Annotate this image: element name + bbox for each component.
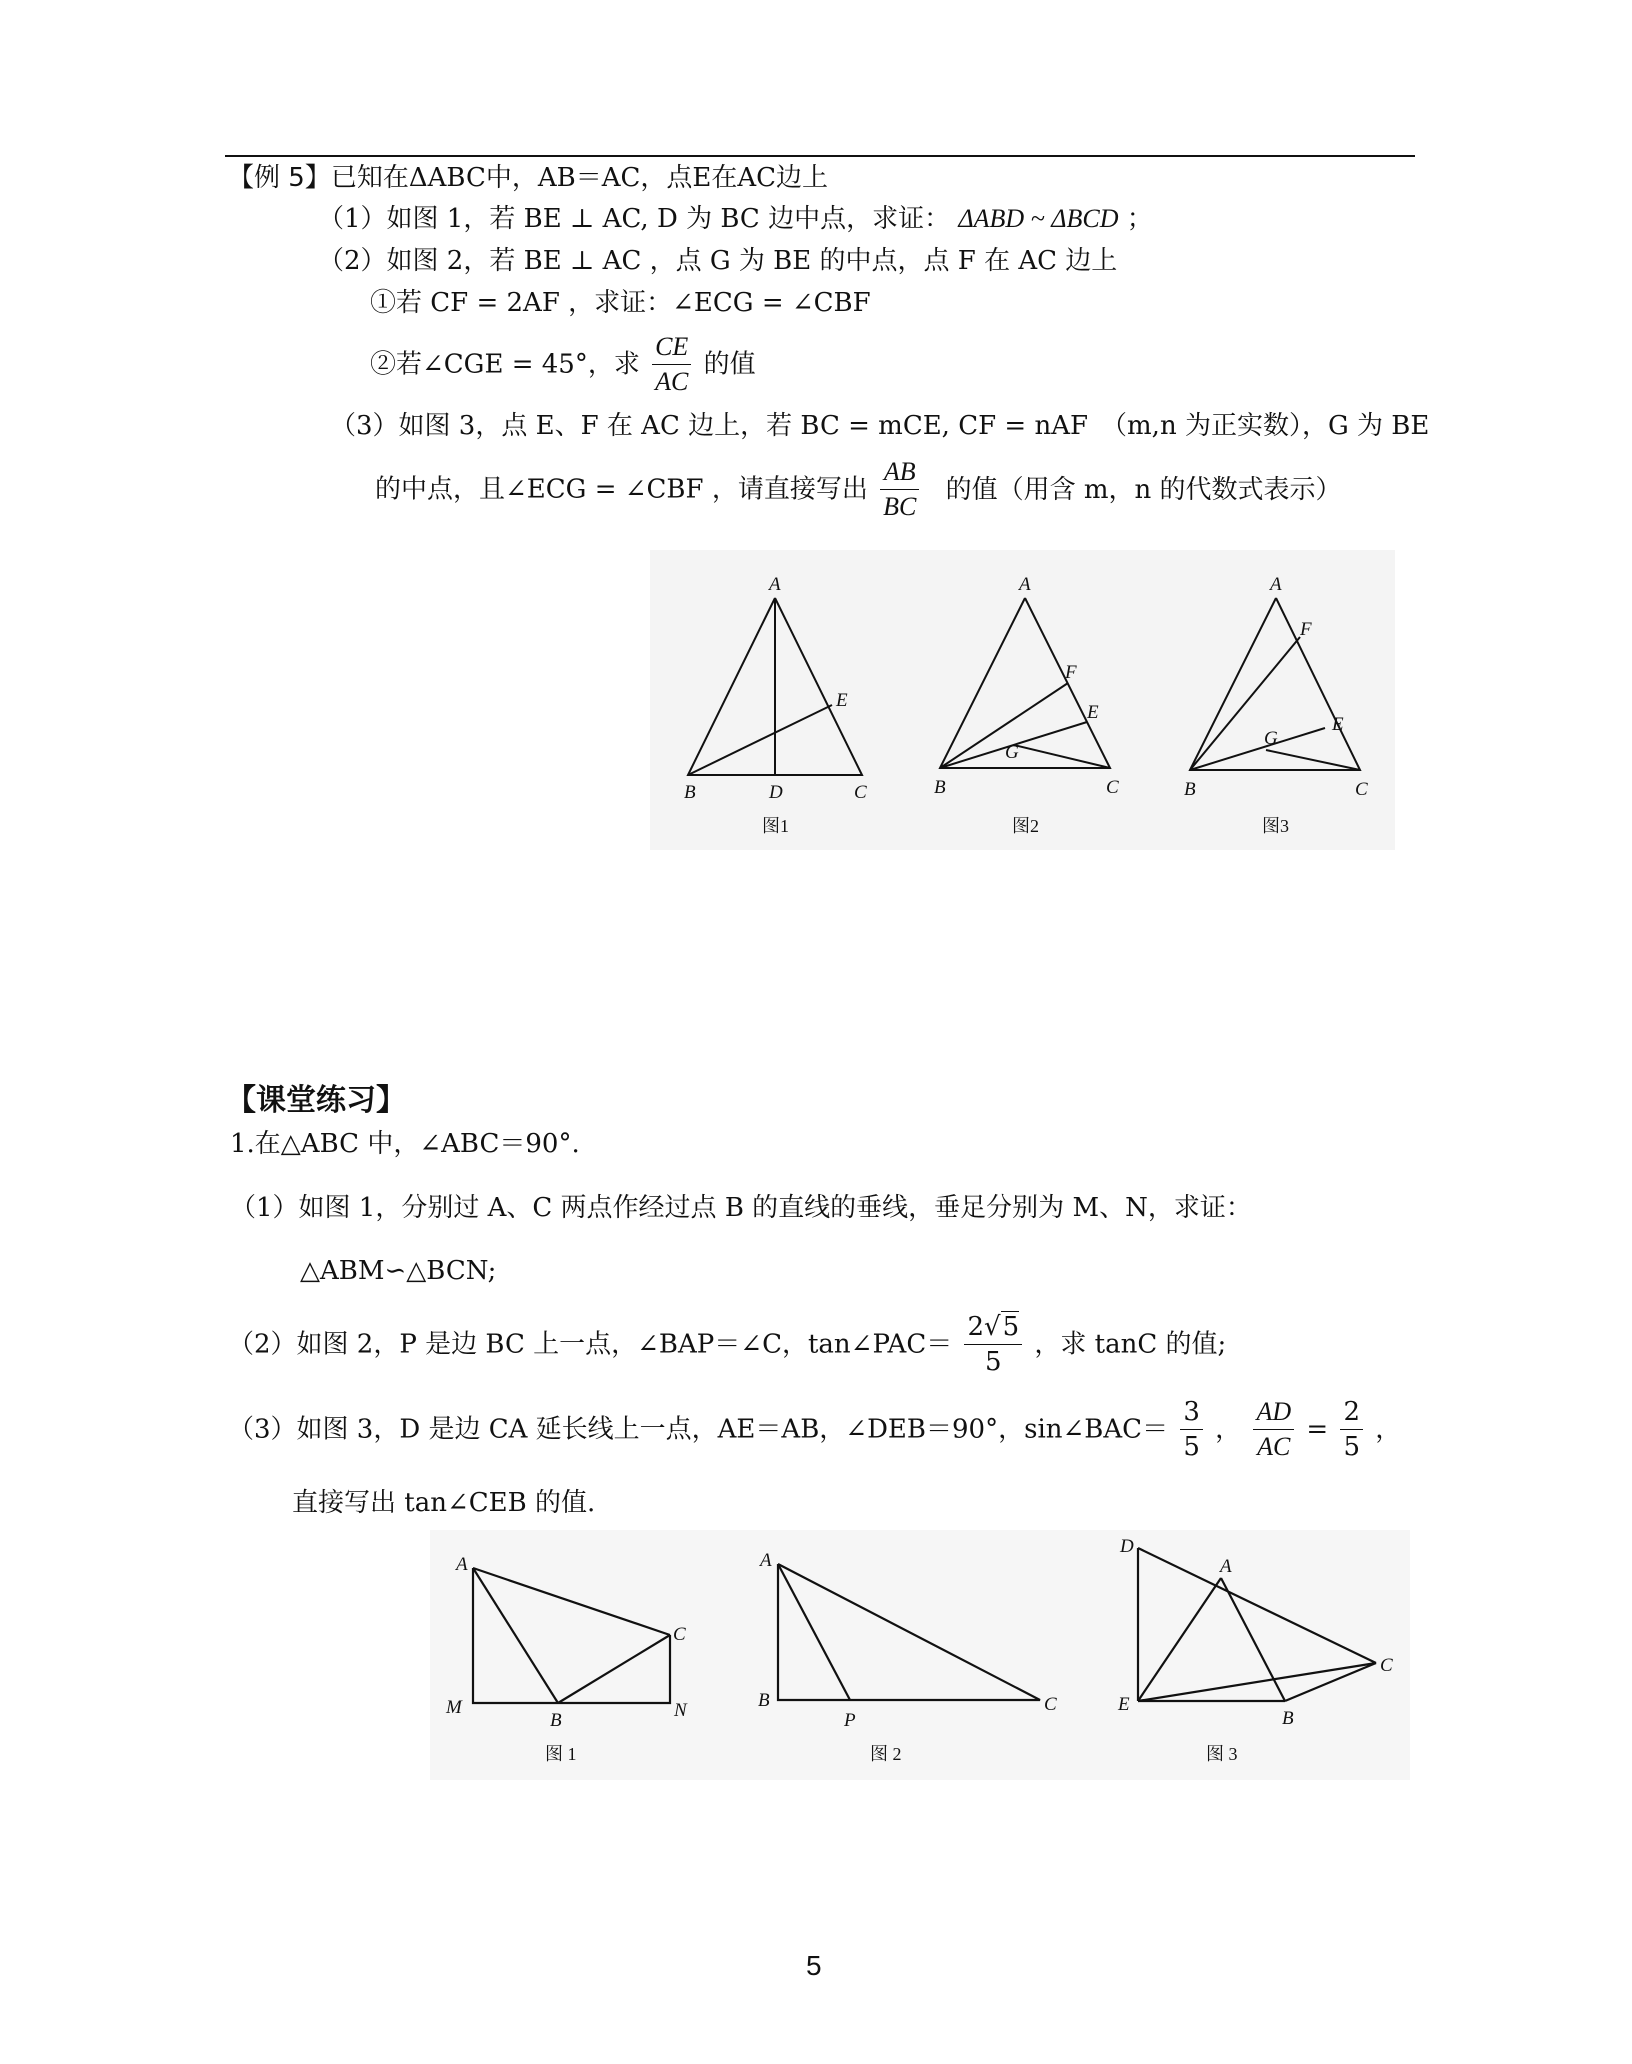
- q2-2-text: ②若∠CGE = 45°，求: [370, 349, 640, 380]
- q2-1-text: ①若 CF = 2AF ，求证：∠ECG = ∠CBF: [370, 288, 871, 318]
- fraction-ce-ac: [652, 330, 691, 399]
- p-fig1-label-n: N: [674, 1700, 687, 1721]
- p-fig2-caption: 图 2: [870, 1744, 902, 1764]
- example-q2: [318, 245, 1117, 277]
- p-fig1-label-c: C: [673, 1624, 686, 1645]
- p-fig2-label-b: B: [758, 1690, 770, 1711]
- fraction-numerator: CE: [652, 330, 691, 365]
- q2-text: （2）如图 2，若 BE ⊥ AC ，点 G 为 BE 的中点，点 F 在 AC 边上: [318, 246, 1118, 276]
- q3-text-2: 的中点，且∠ECG = ∠CBF ，请直接写出: [375, 474, 868, 505]
- fraction-numerator: 2: [1340, 1395, 1363, 1430]
- practice-q3-text: （3）如图 3，D 是边 CA 延长线上一点，AE＝AB，∠DEB＝90°，sin∠BAC＝: [228, 1414, 1169, 1445]
- fraction-ad-ac: [1253, 1395, 1294, 1464]
- fig2-label-a: A: [1019, 574, 1031, 595]
- fig1-caption: 图1: [762, 816, 789, 836]
- p-fig3-label-e: E: [1118, 1694, 1130, 1715]
- practice-q1: [230, 1192, 1252, 1224]
- fig2-label-e: E: [1087, 702, 1099, 723]
- fig1-label-c: C: [854, 782, 867, 803]
- q1-text: （1）如图 1，若 BE ⊥ AC, D 为 BC 边中点，求证：: [318, 204, 951, 234]
- p-fig3-label-d: D: [1120, 1536, 1134, 1557]
- fig3-label-c: C: [1355, 779, 1368, 800]
- practice-q1-formula: △ABM∽△BCN;: [300, 1256, 497, 1286]
- fig1-label-e: E: [836, 690, 848, 711]
- fraction-numerator: 3: [1180, 1395, 1203, 1430]
- fraction-numerator: AD: [1253, 1395, 1294, 1430]
- q1-formula: ΔABD ~ ΔBCD: [958, 204, 1119, 233]
- fraction-2-5: [1340, 1395, 1363, 1464]
- practice-q3-sep: ，: [1215, 1414, 1242, 1445]
- q3-text: （3）如图 3，点 E、F 在 AC 边上，若 BC = mCE, CF = nAF （m,n 为正实数），G 为 BE: [330, 411, 1430, 441]
- fig2-label-b: B: [934, 777, 946, 798]
- example-intro: [228, 162, 828, 194]
- numerator-coefficient: 2: [967, 1312, 985, 1342]
- fig3-label-b: B: [1184, 779, 1196, 800]
- equals-sign: =: [1306, 1414, 1329, 1445]
- example-intro-text: 已知在ΔABC中，AB＝AC，点E在AC边上: [330, 163, 829, 193]
- fraction-denominator: 5: [1343, 1432, 1360, 1462]
- example-q1: [318, 203, 1153, 235]
- fig2-label-c: C: [1106, 777, 1119, 798]
- fraction-denominator: 5: [1183, 1432, 1200, 1462]
- p-fig2-label-c: C: [1044, 1694, 1057, 1715]
- fig3-label-f: F: [1300, 619, 1312, 640]
- fraction-denominator: AC: [655, 367, 689, 396]
- fig1-label-b: B: [684, 782, 696, 803]
- fraction-numerator: AB: [880, 455, 919, 490]
- p-fig1-label-b: B: [550, 1710, 562, 1731]
- numerator-radicand: 5: [1002, 1312, 1020, 1342]
- practice-q2-text: （2）如图 2，P 是边 BC 上一点，∠BAP＝∠C，tan∠PAC＝: [228, 1329, 953, 1360]
- q3-end: 的值（用含 m，n 的代数式表示）: [945, 474, 1342, 505]
- example-q2-1: [370, 287, 871, 319]
- practice-q1-b: [300, 1255, 496, 1287]
- q2-2-end: 的值: [703, 349, 756, 380]
- example-q3-b: [375, 455, 1342, 524]
- p-fig1-caption: 图 1: [545, 1744, 577, 1764]
- practice-q3-text-2: 直接写出 tan∠CEB 的值.: [292, 1488, 596, 1518]
- fraction-2root5-5: [964, 1310, 1022, 1379]
- practice-q3-end: ，: [1375, 1414, 1402, 1445]
- q1-end: ；: [1126, 204, 1153, 234]
- practice-q2: [228, 1310, 1226, 1379]
- practice-q3: [228, 1395, 1401, 1464]
- example-label: 【例 5】: [228, 163, 331, 193]
- fig3-label-a: A: [1270, 574, 1282, 595]
- fig3-caption: 图3: [1262, 816, 1289, 836]
- page-number: 5: [806, 1950, 822, 1981]
- fig1-label-d: D: [769, 782, 783, 803]
- fig1-label-a: A: [769, 574, 781, 595]
- example-q3: [330, 410, 1429, 442]
- fraction-3-5: [1180, 1395, 1203, 1464]
- example-q2-2: [370, 330, 756, 399]
- p-fig3-label-c: C: [1380, 1655, 1393, 1676]
- practice-q2-end: ，求 tanC 的值;: [1034, 1329, 1227, 1360]
- p-fig1-label-m: M: [446, 1697, 462, 1718]
- fig2-label-f: F: [1065, 662, 1077, 683]
- fig2-label-g: G: [1005, 742, 1019, 763]
- practice-q3-c: [292, 1487, 595, 1519]
- p-fig2-label-p: P: [844, 1710, 856, 1731]
- p-fig3-label-b: B: [1282, 1708, 1294, 1729]
- fraction-denominator: 5: [985, 1347, 1002, 1377]
- p-fig2-label-a: A: [760, 1550, 772, 1571]
- practice-figures: [430, 1530, 1410, 1780]
- p-fig3-caption: 图 3: [1206, 1744, 1238, 1764]
- fig3-label-e: E: [1332, 714, 1344, 735]
- practice-heading: 【课堂练习】: [226, 1083, 406, 1118]
- practice-p1: [230, 1128, 580, 1160]
- fraction-denominator: AC: [1257, 1432, 1291, 1461]
- fraction-numerator: 2√5: [964, 1310, 1022, 1345]
- practice-p1-text: 1.在△ABC 中，∠ABC＝90°.: [230, 1129, 580, 1159]
- practice-q1-text: （1）如图 1，分别过 A、C 两点作经过点 B 的直线的垂线，垂足分别为 M、N，求证：: [230, 1193, 1252, 1223]
- p-fig3-label-a: A: [1220, 1556, 1232, 1577]
- fraction-ab-bc: [880, 455, 919, 524]
- header-rule: [225, 155, 1415, 157]
- fig3-label-g: G: [1264, 728, 1278, 749]
- example-figures: [650, 550, 1395, 850]
- p-fig1-label-a: A: [456, 1554, 468, 1575]
- fig2-caption: 图2: [1012, 816, 1039, 836]
- fraction-denominator: BC: [883, 492, 917, 521]
